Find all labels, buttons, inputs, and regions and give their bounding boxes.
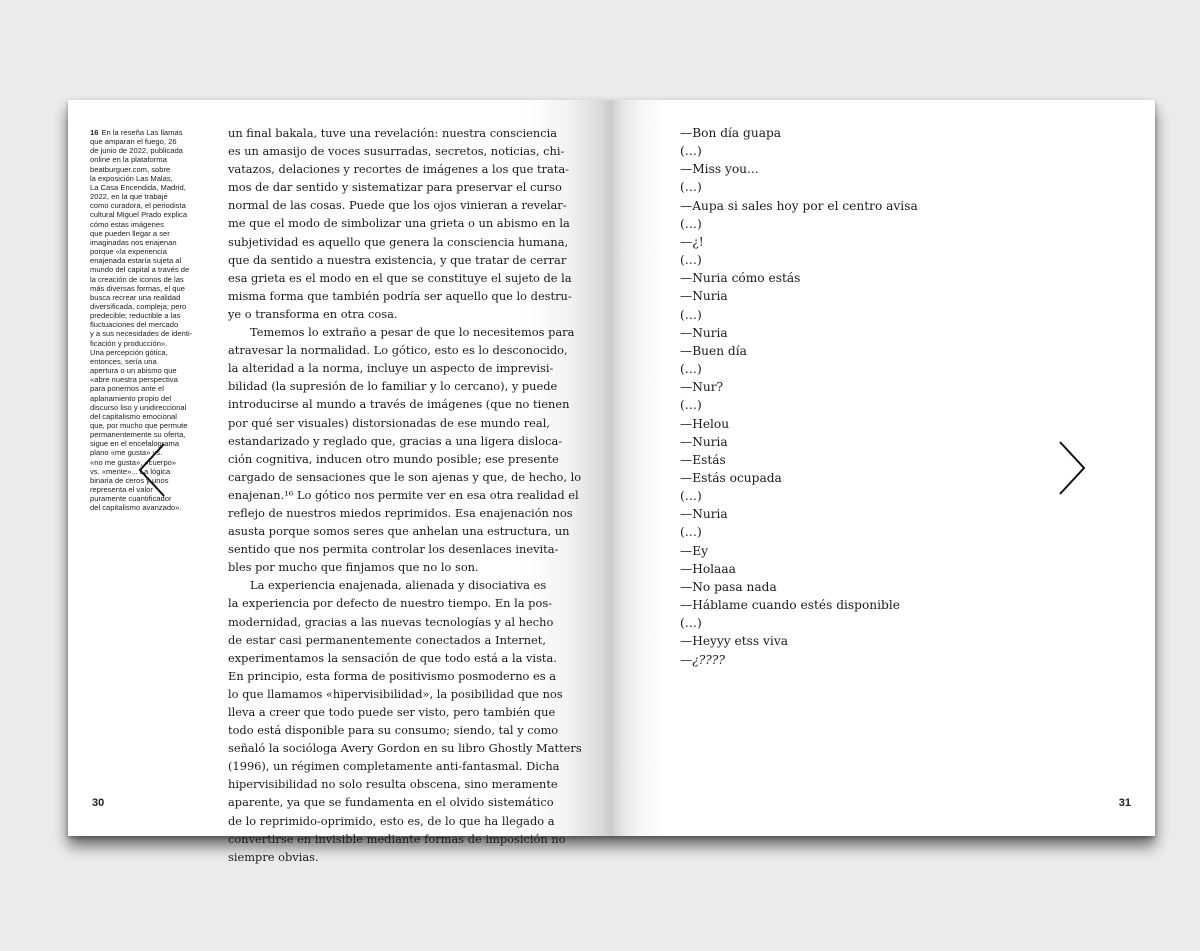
body-paragraph: La experiencia enajenada, alienada y disociativa es la experiencia por defecto de nuestro tiempo. En la pos- modernidad, gracias a las nuevas tecnologías y al hecho de estar casi permanentemente conectados a Internet, experimentamos la sensación de que todo está a la vista. En principio, esta forma de positivismo posmoderno es a lo que llamamos «hipervisibilidad», la posibilidad que nos lleva a creer que todo puede ser visto, pero también que todo está disponible para su consumo; siendo, tal y como señaló la socióloga Avery Gordon en su libro Ghostly Matters (1996), un régimen completamente anti-fantasmal. Dicha hipervisibilidad no solo resulta obscena, sino meramente aparente, ya que se fundamenta en el olvido sistemático de lo reprimido-oprimido, esto es, de lo que ha llegado a convertirse en invisible mediante formas de imposición no siempre obvias. xyxy=(228,578,582,864)
page-number-left: 30 xyxy=(92,797,105,809)
footnote-line: diversificada, compleja; pero xyxy=(90,301,187,311)
dialogue-line: (…) xyxy=(680,525,702,540)
dialogue-line: —Miss you... xyxy=(680,162,759,177)
footnote-line: enajenada estaría sujeta al xyxy=(90,256,182,266)
footnote-line: que pueden llegar a ser xyxy=(90,228,170,238)
footnote-line: 16 En la reseña Las llamas xyxy=(90,128,183,137)
footnote-line: representa el valor xyxy=(90,485,153,495)
dialogue-line: —Háblame cuando estés disponible xyxy=(680,598,900,613)
dialogue-line: —Estás ocupada xyxy=(680,470,782,485)
body-paragraph: un final bakala, tuve una revelación: nuestra consciencia es un amasijo de voces susurradas, secretos, noticias, chi- vatazos, delaciones y recortes de imágenes a los que trata- mos de dar sentido y sistematizar para preservar el curso normal de las cosas. Puede que los ojos vinieran a revelar- me que el modo de simbolizar una grieta o un abismo en la subjetividad es aquello que genera la consciencia humana, que da sentido a nuestra existencia, y que tratar de cerrar esa grieta es el modo en el que se constituye el sujeto de la misma forma que también podría ser aquello que lo destru- ye o transforma en otra cosa. xyxy=(228,126,572,321)
dialogue-line: —Nuria xyxy=(680,289,728,304)
footnote-line: «abre nuestra perspectiva xyxy=(90,375,178,385)
page-number-right: 31 xyxy=(1118,797,1131,809)
dialogue-line: (…) xyxy=(680,398,702,413)
dialogue-line: (…) xyxy=(680,616,702,631)
dialogue-line: (…) xyxy=(680,253,702,268)
dialogue-line: —No pasa nada xyxy=(680,579,777,594)
footnote-line: la exposición Las Malas, xyxy=(90,173,173,183)
footnote-line: como curadora, el periodista xyxy=(90,201,186,211)
footnote-line: online en la plataforma xyxy=(90,155,167,165)
footnote-line: cómo estas imágenes xyxy=(90,219,164,229)
footnote-line: vs. «mente»... La lógica xyxy=(90,466,171,476)
chevron-right-icon xyxy=(1054,438,1094,498)
dialogue-line: —Buen día xyxy=(680,343,747,358)
dialogue-line: —¿! xyxy=(680,234,704,249)
footnote-line: entonces, sería una xyxy=(90,356,157,366)
footnote-line: fluctuaciones del mercado xyxy=(90,320,179,330)
dialogue-line: (…) xyxy=(680,362,702,377)
body-text xyxy=(228,124,582,866)
dialogue-line: (…) xyxy=(680,180,702,195)
footnote-line: permanentemente su oferta, xyxy=(90,430,186,440)
dialogue-line: (…) xyxy=(680,144,702,159)
dialogue-line: —Ey xyxy=(680,543,708,558)
dialogue-line: —Aupa si sales hoy por el centro avisa xyxy=(680,198,918,213)
dialogue-line: —Holaaa xyxy=(680,561,736,576)
footnote-line: aplanamiento propio del xyxy=(90,393,172,403)
footnote-line: de junio de 2022, publicada xyxy=(90,146,183,156)
footnote-line: del capitalismo avanzado». xyxy=(90,503,182,513)
footnote-number: 16 xyxy=(90,128,99,137)
dialogue-line: —Nuria xyxy=(680,325,728,340)
footnote-line: mundo del capital a través de xyxy=(90,265,190,275)
dialogue-line: —Nuria xyxy=(680,507,728,522)
dialogue-line: —Nuria cómo estás xyxy=(680,271,801,286)
next-page-button[interactable] xyxy=(1054,438,1094,498)
footnote-line: ficación y producción». xyxy=(90,338,168,348)
footnote-line: más diversas formas, el que xyxy=(90,283,185,293)
footnote-line: que amparan el fuego, 26 xyxy=(90,137,177,147)
footnote-line: porque «la experiencia xyxy=(90,247,167,257)
footnote-line: del capitalismo emocional xyxy=(90,411,177,421)
footnote-line: para ponernos ante el xyxy=(90,384,164,394)
dialogue-line: (…) xyxy=(680,216,702,231)
footnote-line: binaria de ceros y unos xyxy=(90,475,169,485)
footnote-line: sigue en el encefalograma xyxy=(90,439,180,449)
footnote-line: Una percepción gótica, xyxy=(90,347,168,357)
footnote-line: la creación de iconos de las xyxy=(90,274,184,284)
footnote-line: apertura o un abismo que xyxy=(90,366,177,376)
dialogue-line: —Estás xyxy=(680,452,726,467)
footnote-line: imaginadas nos enajenan xyxy=(90,237,177,247)
dialogue-line: —¿???? xyxy=(680,652,725,667)
footnote-line: que, por mucho que permute xyxy=(90,421,188,430)
footnote-line: puramente cuantificador xyxy=(90,494,172,504)
dialogue-line: —Nuria xyxy=(680,434,728,449)
open-book xyxy=(68,100,1155,864)
footnote-line: plano «me gusta» vs. xyxy=(90,448,163,458)
footnote-line: beatburguer.com, sobre xyxy=(90,164,171,174)
footnote-line: 2022, en la que trabajé xyxy=(90,192,168,202)
footnote-line: predecible; reductible a las xyxy=(90,311,181,321)
footnote-line: «no me gusta», «cuerpo» xyxy=(90,457,177,467)
dialogue-line: —Helou xyxy=(680,416,730,431)
body-paragraph: Tememos lo extraño a pesar de que lo necesitemos para atravesar la normalidad. Lo gótico, esto es lo desconocido, la alteridad a la norma, incluye un aspecto de imprevisi- bilidad (la supresión de lo familiar y lo cercano), y puede introducirse al mundo a través de imágenes (que no tienen por qué ser visuales) distorsionadas de ese mundo real, estandarizado y reglado que, gracias a una ligera disloca- ción cognitiva, inducen otro mundo posible; ese presente cargado de sensaciones que le son ajenas y que, de hecho, lo enajenan.¹⁶ Lo gótico nos permite ver en esa otra realidad el reflejo de nuestros miedos reprimidos. Esa enajenación nos asusta porque somos seres que anhelan una estructura, un sentido que nos permita controlar los desenlaces inevita- bles por mucho que finjamos que no lo son. xyxy=(228,325,582,575)
footnote-line: y a sus necesidades de identi- xyxy=(90,329,193,339)
footnote-line: busca recrear una realidad xyxy=(90,292,181,302)
dialogue-line: —Nur? xyxy=(680,380,724,395)
chevron-left-icon xyxy=(132,440,172,500)
dialogue-line: —Bon día guapa xyxy=(680,126,782,140)
dialogue-line: (…) xyxy=(680,307,702,322)
previous-page-button[interactable] xyxy=(132,440,172,500)
dialogue-text xyxy=(680,124,1020,669)
footnote-line: cultural Miguel Prado explica xyxy=(90,210,188,220)
dialogue-line: —Heyyy etss viva xyxy=(680,634,788,649)
footnote-line: La Casa Encendida, Madrid, xyxy=(90,182,186,192)
footnote-line: discurso liso y unidireccional xyxy=(90,402,187,412)
dialogue-line: (…) xyxy=(680,489,702,504)
